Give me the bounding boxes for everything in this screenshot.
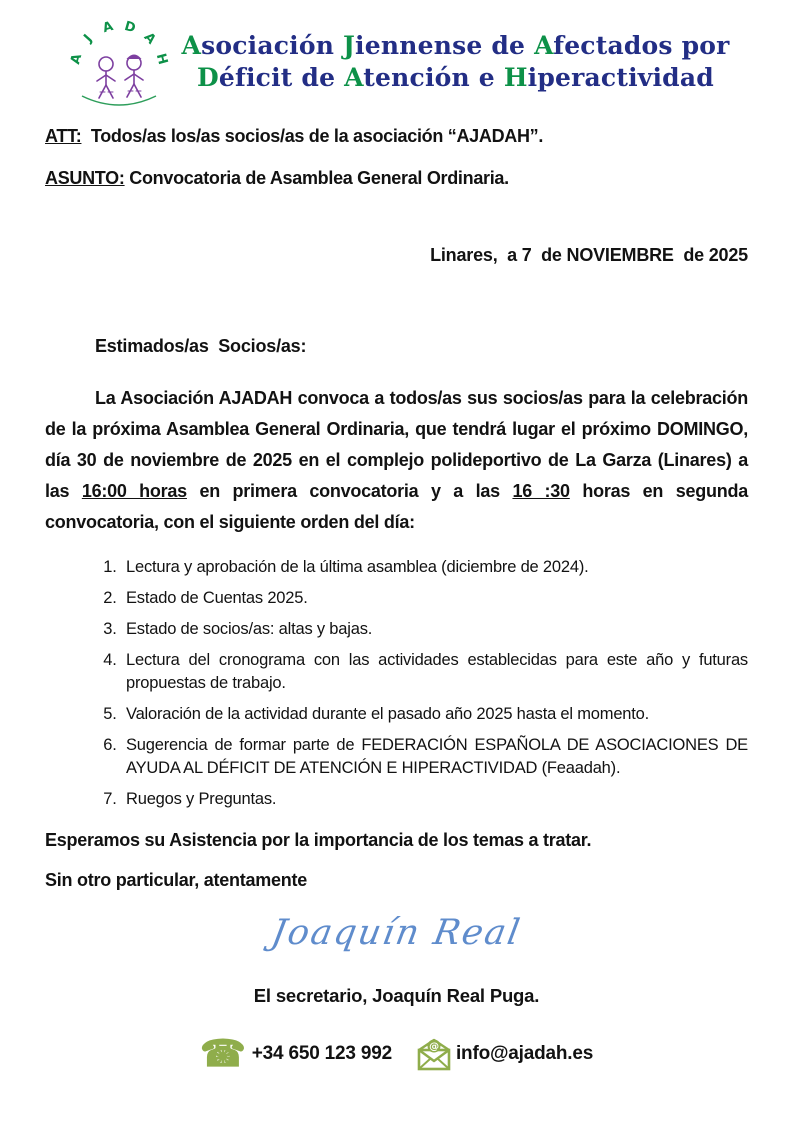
dateline: Linares, a 7 de NOVIEMBRE de 2025: [430, 245, 748, 265]
asunto-line: [45, 168, 748, 189]
asunto-text: Convocatoria de Asamblea General Ordinaria.: [124, 168, 509, 188]
agenda-item: 5. Valoración de la actividad durante el pasado año 2025 hasta el momento.: [121, 703, 748, 726]
handwritten-signature: Joaquín Real: [268, 913, 525, 953]
salutation: Estimados/as Socios/as:: [95, 336, 307, 356]
svg-text:A: A: [101, 19, 116, 37]
phone-contact: [200, 1035, 392, 1072]
logo-arc: [82, 96, 156, 105]
first-call-time: 16:00 horas: [81, 481, 187, 501]
agenda-item: 6. Sugerencia de formar parte de FEDERACIÓN ESPAÑOLA DE ASOCIACIONES DE AYUDA AL DÉFICIT DE ATENCIÓN E HIPERACTIVIDAD (Feaadah).: [121, 734, 748, 780]
org-title-line2: Déficit de Atención e Hiperactividad: [197, 63, 714, 92]
phone-number: +34 650 123 992: [251, 1042, 392, 1064]
agenda-item: 4. Lectura del cronograma con las actividades establecidas para este año y futuras propuestas de trabajo.: [121, 649, 748, 695]
svg-text:J: J: [81, 31, 97, 46]
agenda-item: 2. Estado de Cuentas 2025.: [121, 587, 748, 610]
stick-figure-left: [97, 57, 115, 98]
att-text: Todos/as los/as socios/as de la asociación “AJADAH”.: [81, 126, 544, 146]
main-paragraph: La Asociación AJADAH convoca a todos/as sus socios/as para la celebración de la próxima Asamblea General Ordinaria, que tendrá lugar el próximo DOMINGO, día 30 de noviembre de 2025 en el complejo polideportivo de La Garza (Linares) a las 16:00 horas en primera convocatoria y a las 16 :30 horas en segunda convocatoria, con el siguiente orden del día:: [45, 388, 748, 532]
contact-footer: [45, 1035, 748, 1072]
org-title-line1: Asociación Jiennense de Afectados por: [181, 31, 730, 60]
svg-text:H: H: [153, 51, 171, 67]
agenda-item: 7. Ruegos y Preguntas.: [121, 788, 748, 811]
signature-block: [45, 913, 748, 973]
att-line: [45, 126, 748, 147]
svg-text:A: A: [141, 29, 159, 48]
secretary-caption: El secretario, Joaquín Real Puga.: [253, 985, 540, 1006]
agenda-list: [45, 556, 748, 811]
document-header: [45, 14, 748, 110]
ajadah-logo-icon: [63, 14, 175, 110]
second-call-time: 16 :30: [512, 481, 570, 501]
closing-attendance: Esperamos su Asistencia por la importancia de los temas a tratar.: [45, 830, 592, 850]
asunto-label: ASUNTO:: [45, 168, 125, 188]
ajadah-logo: [63, 14, 175, 110]
email-contact: [392, 1036, 593, 1072]
svg-text:D: D: [123, 18, 138, 37]
email-icon: [414, 1036, 454, 1072]
agenda-item: 3. Estado de socios/as: altas y bajas.: [121, 618, 748, 641]
closing-farewell: Sin otro particular, atentamente: [45, 870, 308, 890]
svg-text:@: @: [429, 1040, 439, 1052]
svg-text:A: A: [68, 52, 86, 66]
phone-icon: ☎: [199, 1033, 246, 1074]
email-address: info@ajadah.es: [455, 1042, 594, 1064]
stick-figure-right: [125, 55, 143, 98]
att-label: ATT:: [45, 126, 82, 146]
agenda-item: 1. Lectura y aprobación de la última asamblea (diciembre de 2024).: [121, 556, 748, 579]
org-title: [181, 30, 729, 94]
